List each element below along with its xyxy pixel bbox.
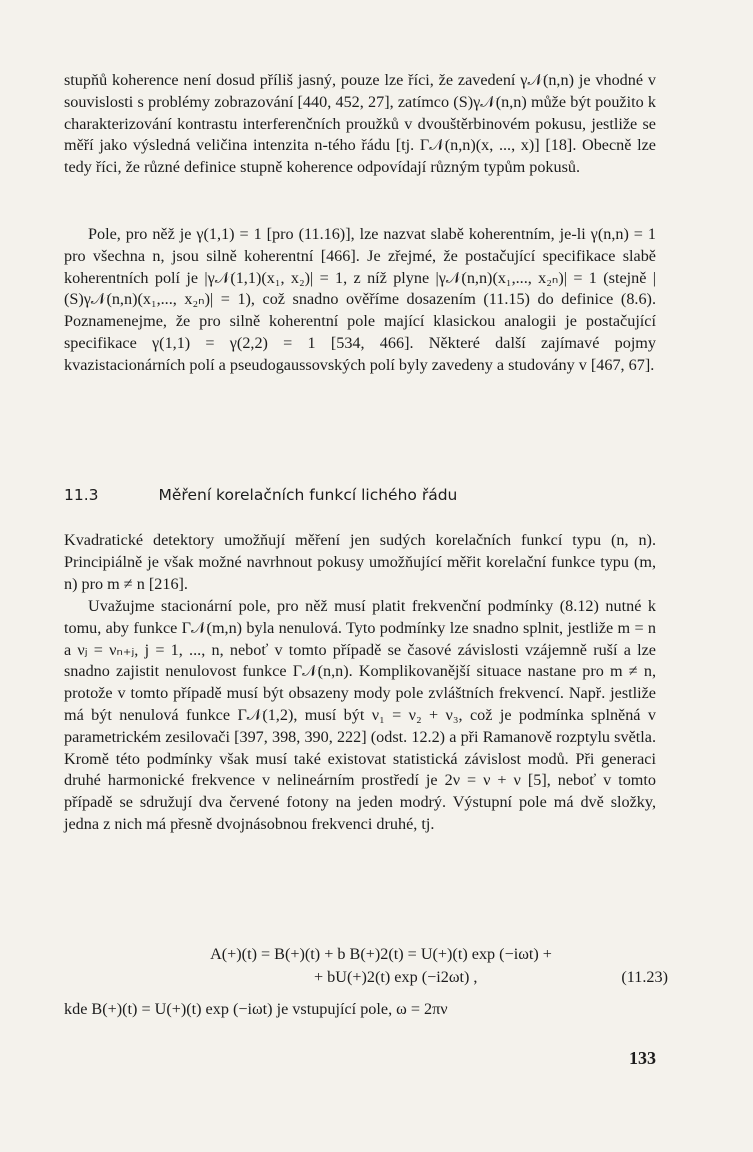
section-number: 11.3 (64, 486, 99, 504)
paragraph-weak-strong-coherence: Pole, pro něž je γ(1,1) = 1 [pro (11.16)], lze nazvat slabě koherentním, je-li γ(n,n) = 1 pro všechna n, jsou silně koherentní [466]. Je zřejmé, že postačující specifikace slabě koherentních polí je |γ𝒩(1,1)(x₁, x₂)| = 1, z níž plyne |γ𝒩(n,n)(x₁,..., x₂ₙ)| = 1 (stejně |(S)γ𝒩(n,n)(x₁,..., x₂ₙ)| = 1), což snadno ověříme dosazením (11.15) do definice (8.6). Poznamenejme, že pro silně koherentní pole mající klasickou analogii je postačující specifikace γ(1,1) = γ(2,2) = 1 [534, 466]. Některé další zajímavé pojmy kvazistacionárních polí a pseudogaussovských polí byly zavedeny a studovány v [467, 67]. (64, 225, 656, 374)
equation-line-2 (64, 968, 668, 987)
equation-line-2-text: + bU(+)2(t) exp (−i2ωt) , (314, 968, 478, 986)
equation-line-1: A(+)(t) = B(+)(t) + b B(+)2(t) = U(+)(t) exp (−iωt) + (210, 945, 552, 963)
paragraph-after-equation: kde B(+)(t) = U(+)(t) exp (−iωt) je vstupující pole, ω = 2πν (64, 1000, 448, 1018)
page-number: 133 (629, 1048, 656, 1068)
section-title: Měření korelačních funkcí lichého řádu (158, 486, 458, 504)
section-heading (64, 486, 664, 504)
equation-label: (11.23) (621, 968, 668, 986)
paragraph-quadratic-detectors: Kvadratické detektory umožňují měření jen sudých korelačních funkcí typu (n, n). Principiálně je však možné navrhnout pokusy umožňující měřit korelační funkce typu (m, n) pro m ≠ n [216]. (64, 531, 656, 593)
paragraph-stationary-field: Uvažujme stacionární pole, pro něž musí platit frekvenční podmínky (8.12) nutné k tomu, aby funkce Γ𝒩(m,n) byla nenulová. Tyto podmínky lze snadno splnit, jestliže m = n a νⱼ = νₙ₊ⱼ, j = 1, ..., n, neboť v tomto případě se časové závislosti vzájemně ruší a lze snadno zajistit nenulovost funkce Γ𝒩(n,n). Komplikovanější situace nastane pro m ≠ n, protože v tomto případě musí být obsazeny mody pole zvláštních frekvencí. Např. jestliže má být nenulová funkce Γ𝒩(1,2), musí být ν₁ = ν₂ + ν₃, což je podmínka splněná v parametrickém zesilovači [397, 398, 390, 222] (odst. 12.2) a při Ramanově rozptylu světla. Kromě této podmínky však musí také existovat statistická závislost modů. Při generaci druhé harmonické frekvence v nelineárním prostředí je 2ν = ν + ν [5], neboť v tomto případě se sdružují dva červené fotony na jeden modrý. Výstupní pole má dvě složky, jedna z nich má přesně dvojnásobnou frekvenci druhé, tj. (64, 597, 656, 833)
paragraph-coherence-degrees: stupňů koherence není dosud příliš jasný, pouze lze říci, že zavedení γ𝒩(n,n) je vhodné v souvislosti s problémy zobrazování [440, 452, 27], zatímco (S)γ𝒩(n,n) může být použito k charakterizování kontrastu interferenčních proužků v dvouštěrbinovém pokusu, jestliže se měří jako výsledná veličina intenzita n-tého řádu [tj. Γ𝒩(n,n)(x, ..., x)] [18]. Obecně lze tedy říci, že různé definice stupně koherence odpovídají různým typům pokusů. (64, 71, 656, 177)
